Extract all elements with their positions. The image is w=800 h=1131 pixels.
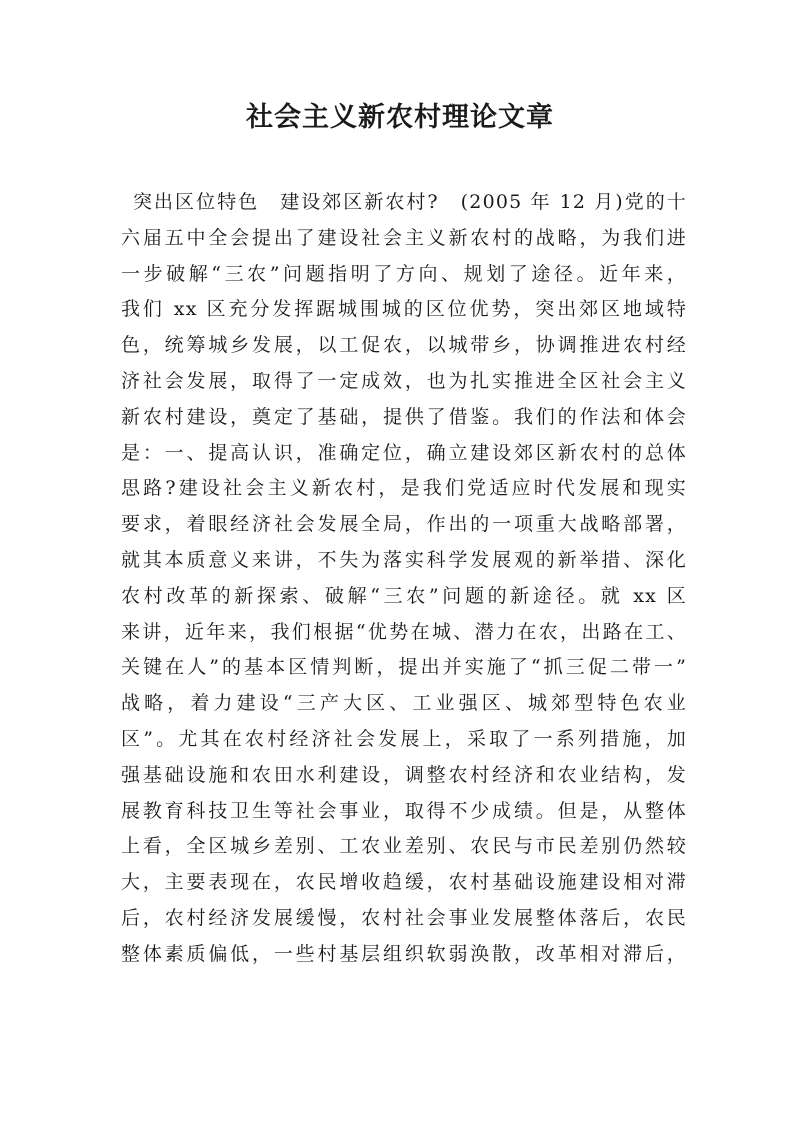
body-line: 农村改革的新探索、破解“三农”问题的新途径。就 xx 区 — [121, 584, 687, 607]
document-body — [121, 185, 687, 973]
document-title: 社会主义新农村理论文章 — [246, 102, 554, 133]
body-line: 思路?建设社会主义新农村，是我们党适应时代发展和现实 — [121, 477, 687, 500]
body-line: 大，主要表现在，农民增收趋缓，农村基础设施建设相对滞 — [121, 871, 687, 894]
body-line: 整体素质偏低，一些村基层组织软弱涣散，改革相对滞后， — [121, 942, 687, 965]
body-line: 关键在人”的基本区情判断，提出并实施了“抓三促二带一” — [121, 656, 687, 679]
body-line: 就其本质意义来讲，不失为落实科学发展观的新举措、深化 — [121, 548, 687, 571]
body-line: 一步破解“三农”问题指明了方向、规划了途径。近年来， — [121, 262, 687, 285]
body-line: 区”。尤其在农村经济社会发展上，采取了一系列措施，加 — [121, 727, 687, 750]
body-line: 色，统筹城乡发展，以工促农，以城带乡，协调推进农村经 — [121, 334, 687, 357]
body-line: 新农村建设，奠定了基础，提供了借鉴。我们的作法和体会 — [121, 405, 687, 428]
body-line: 强基础设施和农田水利建设，调整农村经济和农业结构，发 — [121, 763, 687, 786]
body-line: 六届五中全会提出了建设社会主义新农村的战略，为我们进 — [121, 226, 687, 249]
body-line: 战略，着力建设“三产大区、工业强区、城郊型特色农业 — [121, 692, 687, 715]
body-line: 要求，着眼经济社会发展全局，作出的一项重大战略部署， — [121, 513, 687, 536]
body-line: 上看，全区城乡差别、工农业差别、农民与市民差别仍然较 — [121, 835, 687, 858]
body-line: 我们 xx 区充分发挥踞城围城的区位优势，突出郊区地域特 — [121, 298, 687, 321]
body-line: 来讲，近年来，我们根据“优势在城、潜力在农，出路在工、 — [121, 620, 687, 643]
body-line: 后，农村经济发展缓慢，农村社会事业发展整体落后，农民 — [121, 906, 687, 929]
body-line: 是：一、提高认识，准确定位，确立建设郊区新农村的总体 — [121, 441, 687, 464]
body-line: 突出区位特色 建设郊区新农村? (2005 年 12 月)党的十 — [133, 191, 687, 213]
body-line: 济社会发展，取得了一定成效，也为扎实推进全区社会主义 — [121, 369, 687, 392]
body-line: 展教育科技卫生等社会事业，取得不少成绩。但是，从整体 — [121, 799, 687, 822]
